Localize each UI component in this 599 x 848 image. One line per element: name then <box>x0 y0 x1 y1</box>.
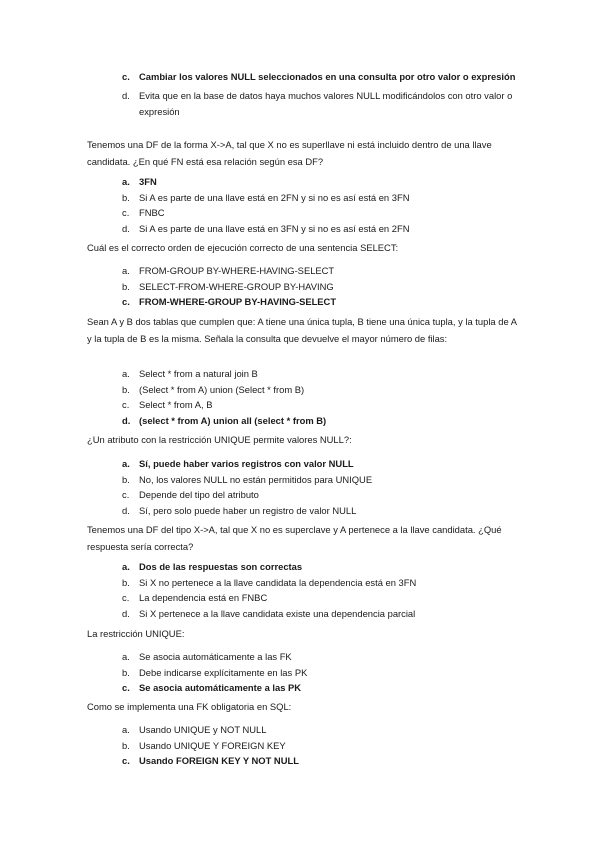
option-letter: c. <box>122 207 130 218</box>
option-letter: b. <box>122 191 130 203</box>
option-letter: a. <box>122 651 130 662</box>
question-text: Cuál es el correcto orden de ejecución correcto de una sentencia SELECT: <box>87 242 399 253</box>
option-letter: b. <box>122 576 130 588</box>
option-text: 3FN <box>139 176 157 187</box>
question-text: Tenemos una DF de la forma X->A, tal que X no es superllave ni está incluido dentro de una llave candidata. ¿En qué FN está esa relación según esa DF? <box>87 139 492 167</box>
options-list <box>122 263 522 310</box>
option-text: No, los valores NULL no están permitidos para UNIQUE <box>139 473 373 485</box>
question-text: Como se implementa una FK obligatoria en SQL: <box>87 701 292 712</box>
option-text: Select * from a natural join B <box>139 368 258 379</box>
option-letter: c. <box>122 399 130 410</box>
question-text: La restricción UNIQUE: <box>87 628 185 639</box>
option-item <box>122 487 522 503</box>
option-item <box>122 606 522 622</box>
options-list <box>122 456 522 518</box>
question-text: Sean A y B dos tablas que cumplen que: A tiene una única tupla, B tiene una única tupla, y la tupla de A y la tupla de B es la misma. Señala la consulta que devuelve el mayor número de filas: <box>87 316 517 344</box>
option-letter: d. <box>122 607 130 619</box>
question-text: ¿Un atributo con la restricción UNIQUE permite valores NULL?: <box>87 434 352 445</box>
option-text: FROM-GROUP BY-WHERE-HAVING-SELECT <box>139 265 335 276</box>
option-letter: d. <box>122 414 131 426</box>
options-list <box>122 366 522 428</box>
option-letter: a. <box>122 561 130 572</box>
option-item <box>122 221 522 237</box>
option-letter: b. <box>122 739 130 751</box>
option-item <box>122 456 522 472</box>
option-item <box>122 294 522 310</box>
option-letter: c. <box>122 296 130 307</box>
option-item <box>122 413 522 429</box>
option-letter: c. <box>122 592 130 603</box>
option-letter: a. <box>122 724 130 735</box>
option-item <box>122 472 522 488</box>
option-item <box>122 753 522 769</box>
options-list <box>122 174 522 236</box>
option-item <box>122 382 522 398</box>
option-text: Depende del tipo del atributo <box>139 489 259 500</box>
option-text: Si X no pertenece a la llave candidata la dependencia está en 3FN <box>139 576 417 588</box>
option-item <box>122 263 522 279</box>
option-text: FROM-WHERE-GROUP BY-HAVING-SELECT <box>139 296 337 307</box>
option-text: Cambiar los valores NULL seleccionados en una consulta por otro valor o expresión <box>139 71 516 82</box>
option-text: Dos de las respuestas son correctas <box>139 561 303 572</box>
option-item <box>122 279 522 295</box>
option-text: Usando UNIQUE y NOT NULL <box>139 724 267 735</box>
option-letter: c. <box>122 71 130 82</box>
option-text: Evita que en la base de datos haya muchos valores NULL modificándolos con otro valor o expresión <box>139 90 513 117</box>
option-text: Usando UNIQUE Y FOREIGN KEY <box>139 739 286 751</box>
option-letter: d. <box>122 504 130 516</box>
option-item <box>122 397 522 413</box>
option-letter: c. <box>122 489 130 500</box>
option-item <box>122 69 522 85</box>
option-text: Select * from A, B <box>139 399 213 410</box>
option-item <box>122 559 522 575</box>
option-text: (Select * from A) union (Select * from B) <box>139 383 305 395</box>
option-text: FNBC <box>139 207 165 218</box>
option-letter: c. <box>122 755 130 766</box>
option-item <box>122 205 522 221</box>
option-text: SELECT-FROM-WHERE-GROUP BY-HAVING <box>139 280 334 292</box>
option-letter: a. <box>122 265 130 276</box>
option-letter: a. <box>122 176 130 187</box>
option-item <box>122 649 522 665</box>
options-list <box>122 722 522 769</box>
option-letter: b. <box>122 666 130 678</box>
question-text: Tenemos una DF del tipo X->A, tal que X no es superclave y A pertenece a la llave candidata. ¿Qué respuesta sería correcta? <box>87 524 502 552</box>
option-letter: d. <box>122 222 130 234</box>
option-text: Si A es parte de una llave está en 3FN y si no es así está en 2FN <box>139 222 410 234</box>
option-item <box>122 575 522 591</box>
option-letter: b. <box>122 383 130 395</box>
option-item <box>122 174 522 190</box>
option-text: Se asocia automáticamente a las PK <box>139 682 302 693</box>
option-item <box>122 503 522 519</box>
options-list <box>122 649 522 696</box>
options-list <box>122 559 522 621</box>
option-text: (select * from A) union all (select * from B) <box>139 414 327 426</box>
option-text: Sí, puede haber varios registros con valor NULL <box>139 458 354 469</box>
option-item <box>122 88 522 120</box>
option-letter: d. <box>122 90 130 101</box>
option-letter: c. <box>122 682 130 693</box>
option-item <box>122 366 522 382</box>
option-letter: b. <box>122 280 130 292</box>
option-item <box>122 680 522 696</box>
option-text: Se asocia automáticamente a las FK <box>139 651 292 662</box>
option-text: Si A es parte de una llave está en 2FN y si no es así está en 3FN <box>139 191 410 203</box>
option-letter: a. <box>122 368 130 379</box>
option-item <box>122 665 522 681</box>
option-text: Sí, pero solo puede haber un registro de valor NULL <box>139 504 357 516</box>
option-letter: b. <box>122 473 130 485</box>
option-text: Usando FOREIGN KEY Y NOT NULL <box>139 755 299 766</box>
option-item <box>122 590 522 606</box>
option-letter: a. <box>122 458 130 469</box>
option-text: La dependencia está en FNBC <box>139 592 268 603</box>
prev-options <box>122 69 522 120</box>
option-item <box>122 722 522 738</box>
option-text: Si X pertenece a la llave candidata existe una dependencia parcial <box>139 607 416 619</box>
option-item <box>122 190 522 206</box>
option-text: Debe indicarse explícitamente en las PK <box>139 666 308 678</box>
option-item <box>122 738 522 754</box>
